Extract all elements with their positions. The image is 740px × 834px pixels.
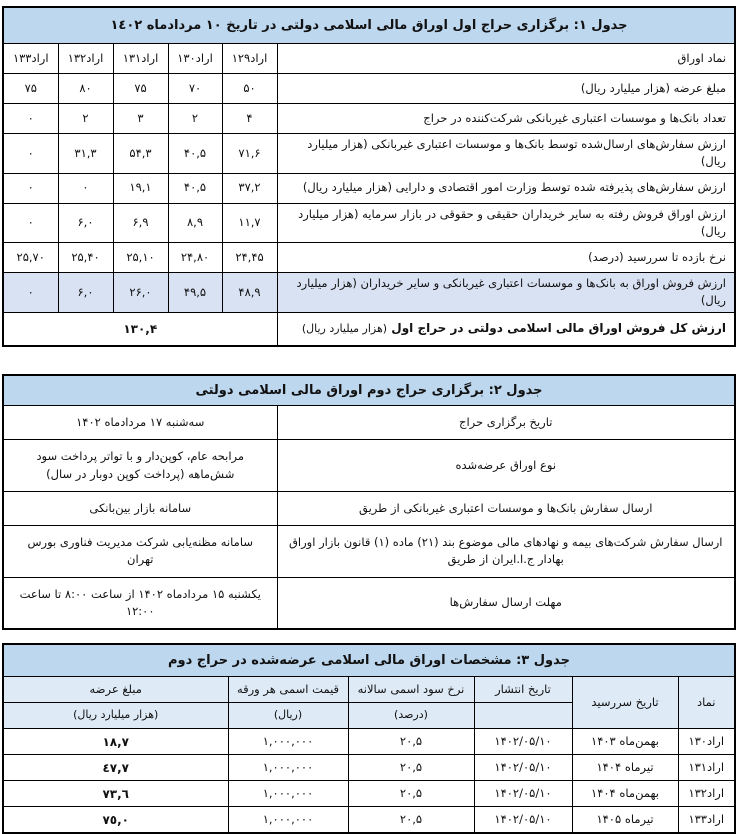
row-label: ارزش سفارش‌های پذیرفته شده توسط وزارت امور اقتصادی و دارایی (هزار میلیارد ریال) (277, 173, 735, 203)
cell-issue-date: ۱۴۰۲/۰۵/۱۰ (474, 755, 572, 781)
cell-value: ۴۰,۵ (168, 173, 222, 203)
cell-value: ۳ (113, 104, 168, 134)
header-issue-date-empty (474, 703, 572, 729)
row-label: ارزش اوراق فروش رفته به سایر خریداران حقیقی و حقوقی در بازار سرمایه (هزار میلیارد ریال) (277, 203, 735, 243)
table3-row-arad131 (3, 755, 735, 781)
cell-value: یکشنبه ۱۵ مردادماه ۱۴۰۲ از ساعت ۸:۰۰ تا ساعت ۱۲:۰۰ (3, 577, 277, 629)
cell-value: ۷۵ (113, 74, 168, 104)
header-maturity-date: تاریخ سررسید (572, 677, 678, 729)
cell-rate: ۲۰,۵ (348, 755, 474, 781)
cell-face-value: ۱,۰۰۰,۰۰۰ (228, 781, 348, 807)
cell-rate: ۲۰,۵ (348, 781, 474, 807)
cell-value: ۱۹,۱ (113, 173, 168, 203)
cell-value: ۵۴,۳ (113, 134, 168, 174)
table1-first-auction (2, 6, 736, 347)
row-label: ارزش فروش اوراق به بانک‌ها و موسسات اعتباری غیربانکی و سایر خریداران (هزار میلیارد ریال) (277, 273, 735, 313)
cell-value: ۶,۰ (58, 273, 113, 313)
cell-value: ۲۵,۴۰ (58, 243, 113, 273)
cell-symbol: اراد۱۳۱ (678, 755, 735, 781)
cell-face-value: ۱,۰۰۰,۰۰۰ (228, 755, 348, 781)
row-label: تاریخ برگزاری حراج (277, 406, 735, 440)
table3-row-arad132 (3, 781, 735, 807)
table1-grand-total-row (3, 312, 735, 346)
table1-col-header: اراد۱۳۱ (113, 44, 168, 74)
table1-row-sold-capital-market (3, 203, 735, 243)
header-offer-amount: مبلغ عرضه (3, 677, 228, 703)
grand-total-unit: (هزار میلیارد ریال) (301, 322, 388, 336)
row-label: مبلغ عرضه (هزار میلیارد ریال) (277, 74, 735, 104)
cell-value: سامانه مظنه‌یابی شرکت مدیریت فناوری بورس تهران (3, 526, 277, 578)
cell-maturity: بهمن‌ماه ۱۴۰۳ (572, 729, 678, 755)
cell-value: ۲۴,۴۵ (222, 243, 277, 273)
cell-offer-amount: ٧٥,٠ (3, 807, 228, 834)
table3-header-row-1 (3, 677, 735, 703)
table3-title: جدول ۳: مشخصات اوراق مالی اسلامی عرضه‌شده در حراج دوم (3, 644, 735, 677)
cell-offer-amount: ٧٣,٦ (3, 781, 228, 807)
header-issue-date: تاریخ انتشار (474, 677, 572, 703)
cell-value: ۷۰ (168, 74, 222, 104)
table1-row-bank-count (3, 104, 735, 134)
grand-total-label (277, 312, 735, 346)
table1-row-orders-accepted (3, 173, 735, 203)
table2-title-row (3, 375, 735, 406)
cell-issue-date: ۱۴۰۲/۰۵/۱۰ (474, 807, 572, 834)
cell-value: سه‌شنبه ۱۷ مردادماه ۱۴۰۲ (3, 406, 277, 440)
cell-value: ۲ (168, 104, 222, 134)
cell-value: ۷۱,۶ (222, 134, 277, 174)
row-label: ارسال سفارش بانک‌ها و موسسات اعتباری غیربانکی از طریق (277, 491, 735, 525)
table1-col-header: اراد۱۳۰ (168, 44, 222, 74)
cell-value: ۲ (58, 104, 113, 134)
cell-face-value: ۱,۰۰۰,۰۰۰ (228, 729, 348, 755)
cell-rate: ۲۰,۵ (348, 807, 474, 834)
cell-value: ۱۱,۷ (222, 203, 277, 243)
cell-offer-amount: ٤٧,٧ (3, 755, 228, 781)
cell-value: ۴ (222, 104, 277, 134)
cell-value: ۴۰,۵ (168, 134, 222, 174)
cell-value: ۰ (3, 173, 58, 203)
cell-value: ۳۱,۳ (58, 134, 113, 174)
table2-row-order-deadline (3, 577, 735, 629)
table1-row-yield-to-maturity (3, 243, 735, 273)
row-label: ارزش سفارش‌های ارسال‌شده توسط بانک‌ها و موسسات اعتباری غیربانکی (هزار میلیارد ریال) (277, 134, 735, 174)
grand-total-label-text: ارزش کل فروش اوراق مالی اسلامی دولتی در حراج اول (391, 321, 726, 336)
cell-value: ۸,۹ (168, 203, 222, 243)
header-face-value-unit: (ریال) (228, 703, 348, 729)
table1-symbol-label: نماد اوراق (277, 44, 735, 74)
cell-value: ۰ (3, 104, 58, 134)
table3-title-row (3, 644, 735, 677)
table2-title: جدول ۲: برگزاری حراج دوم اوراق مالی اسلامی دولتی (3, 375, 735, 406)
header-coupon-rate: نرخ سود اسمی سالانه (348, 677, 474, 703)
table1-row-orders-sent (3, 134, 735, 174)
row-label: مهلت ارسال سفارش‌ها (277, 577, 735, 629)
cell-issue-date: ۱۴۰۲/۰۵/۱۰ (474, 781, 572, 807)
cell-symbol: اراد۱۳۳ (678, 807, 735, 834)
cell-value: ۴۸,۹ (222, 273, 277, 313)
table3-offered-securities-specs (2, 643, 736, 834)
row-label: نرخ بازده تا سررسید (درصد) (277, 243, 735, 273)
table2-row-bank-order-channel (3, 491, 735, 525)
header-offer-amount-unit: (هزار میلیارد ریال) (3, 703, 228, 729)
table1-title: جدول ۱: برگزاری حراج اول اوراق مالی اسلامی دولتی در تاریخ ۱۰ مردادماه ۱٤۰۲ (3, 7, 735, 44)
row-label: ارسال سفارش شرکت‌های بیمه و نهادهای مالی موضوع بند (۲۱) ماده (۱) قانون بازار اوراق بهادار ج.ا.ایران از طریق (277, 526, 735, 578)
table1-row-total-sales-highlighted (3, 273, 735, 313)
cell-maturity: تیرماه ۱۴۰۴ (572, 755, 678, 781)
table2-row-security-type (3, 440, 735, 492)
cell-value: ۲۵,۷۰ (3, 243, 58, 273)
cell-value: ۷۵ (3, 74, 58, 104)
cell-offer-amount: ۱۸,۷ (3, 729, 228, 755)
cell-maturity: تیرماه ۱۴۰۵ (572, 807, 678, 834)
table2-second-auction (2, 374, 736, 631)
cell-value: ۰ (3, 134, 58, 174)
cell-value: ۰ (3, 203, 58, 243)
cell-symbol: اراد۱۳۲ (678, 781, 735, 807)
cell-issue-date: ۱۴۰۲/۰۵/۱۰ (474, 729, 572, 755)
table1-title-row (3, 7, 735, 44)
cell-value: ۵۰ (222, 74, 277, 104)
cell-value: ۶,۰ (58, 203, 113, 243)
cell-value: ۴۹,۵ (168, 273, 222, 313)
row-label: نوع اوراق عرضه‌شده (277, 440, 735, 492)
cell-value: ۲۵,۱۰ (113, 243, 168, 273)
header-coupon-rate-unit: (درصد) (348, 703, 474, 729)
cell-maturity: بهمن‌ماه ۱۴۰۴ (572, 781, 678, 807)
cell-value: ۲۴,۸۰ (168, 243, 222, 273)
cell-value: ۰ (58, 173, 113, 203)
row-label: تعداد بانک‌ها و موسسات اعتباری غیربانکی شرکت‌کننده در حراج (277, 104, 735, 134)
cell-value: ۶,۹ (113, 203, 168, 243)
table3-row-arad133 (3, 807, 735, 834)
table3-row-arad130 (3, 729, 735, 755)
header-face-value: قیمت اسمی هر ورقه (228, 677, 348, 703)
table2-row-institution-order-channel (3, 526, 735, 578)
table1-col-header: اراد۱۳۲ (58, 44, 113, 74)
table2-row-auction-date (3, 406, 735, 440)
cell-value: ۲۶,۰ (113, 273, 168, 313)
cell-rate: ۲۰,۵ (348, 729, 474, 755)
grand-total-value: ۱۳۰,۴ (3, 312, 277, 346)
cell-value: ۰ (3, 273, 58, 313)
cell-value: ۸۰ (58, 74, 113, 104)
header-symbol: نماد (678, 677, 735, 729)
table1-symbol-row (3, 44, 735, 74)
cell-value: مرابحه عام، کوپن‌دار و با تواتر پرداخت سود شش‌ماهه (پرداخت کوپن دوبار در سال) (3, 440, 277, 492)
cell-face-value: ۱,۰۰۰,۰۰۰ (228, 807, 348, 834)
cell-value: ۳۷,۲ (222, 173, 277, 203)
table1-col-header: اراد۱۳۳ (3, 44, 58, 74)
table1-row-offer-amount (3, 74, 735, 104)
cell-symbol: اراد۱۳۰ (678, 729, 735, 755)
cell-value: سامانه بازار بین‌بانکی (3, 491, 277, 525)
table1-col-header: اراد۱۲۹ (222, 44, 277, 74)
